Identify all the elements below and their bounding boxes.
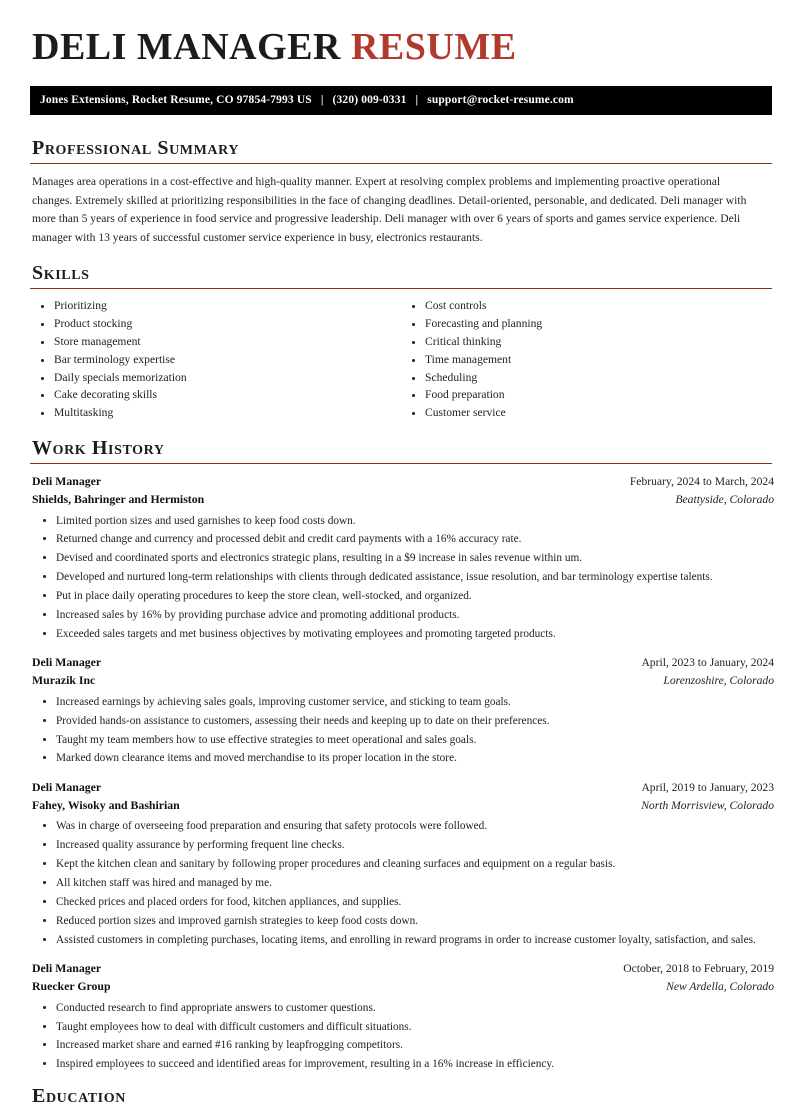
skill-item: • Scheduling xyxy=(425,370,772,385)
job-company: Shields, Bahringer and Hermiston xyxy=(32,491,205,506)
work-history-entry xyxy=(30,473,772,641)
job-bullet: • Limited portion sizes and used garnishes to keep food costs down. xyxy=(56,514,772,529)
skills-list-right xyxy=(401,298,772,421)
job-company-row xyxy=(32,797,774,815)
page-title-role: DELI MANAGER xyxy=(32,26,341,68)
job-company: Fahey, Wisoky and Bashirian xyxy=(32,797,180,812)
skill-item: • Multitasking xyxy=(54,405,401,420)
job-location: Lorenzoshire, Colorado xyxy=(663,674,774,688)
skill-item: • Product stocking xyxy=(54,316,401,331)
contact-separator-2: | xyxy=(415,94,419,107)
job-title: Deli Manager xyxy=(32,655,102,670)
job-bullet: • Increased market share and earned #16 ranking by leapfrogging competitors. xyxy=(56,1038,772,1053)
job-bullet: • Taught employees how to deal with difficult customers and difficult situations. xyxy=(56,1020,772,1035)
job-title-row xyxy=(32,654,774,672)
job-company-row xyxy=(32,978,774,996)
job-title: Deli Manager xyxy=(32,961,102,976)
job-bullet: • Reduced portion sizes and improved garnish strategies to keep food costs down. xyxy=(56,914,772,929)
job-bullet: • Marked down clearance items and moved merchandise to its proper location in the store. xyxy=(56,751,772,766)
skill-item: • Bar terminology expertise xyxy=(54,352,401,367)
section-professional-summary xyxy=(30,137,772,248)
skills-column-right xyxy=(401,298,772,423)
job-bullet: • Provided hands-on assistance to customers, assessing their needs and keeping up to date on their preferences. xyxy=(56,714,772,729)
contact-address: Jones Extensions, Rocket Resume, CO 97854-7993 US xyxy=(40,94,312,107)
section-rule-skills xyxy=(30,288,772,289)
job-title-row xyxy=(32,473,774,491)
skill-item: • Daily specials memorization xyxy=(54,370,401,385)
job-company-row xyxy=(32,672,774,690)
job-location: Beattyside, Colorado xyxy=(675,492,774,506)
skill-item: • Critical thinking xyxy=(425,334,772,349)
job-bullet: • Taught my team members how to use effective strategies to meet operational and sales goals. xyxy=(56,733,772,748)
job-company-row xyxy=(32,491,774,509)
job-title-row xyxy=(32,960,774,978)
skills-columns xyxy=(30,298,772,423)
summary-text: Manages area operations in a cost-effective and high-quality manner. Expert at resolving complex problems and implementing proactive operational changes. Extremely skilled at prioritizing responsibilities in the face of changing deadlines. Detail-oriented, personable, and dedicated. Deli manager with more than 5 years of experience in food service and progressive leadership. Deli manager with over 6 years of sports and games service experience. Deli manager with 13 years of successful customer service experience in busy, electronics restaurants. xyxy=(32,174,747,245)
job-dates: April, 2023 to January, 2024 xyxy=(641,656,774,670)
job-company: Ruecker Group xyxy=(32,978,111,993)
job-bullet: • Increased earnings by achieving sales goals, improving customer service, and sticking to team goals. xyxy=(56,695,772,710)
job-bullet-list xyxy=(30,695,772,766)
job-title-row xyxy=(32,779,774,797)
job-company: Murazik Inc xyxy=(32,673,96,688)
job-bullet: • Conducted research to find appropriate answers to customer questions. xyxy=(56,1001,772,1016)
work-history-entry xyxy=(30,960,772,1072)
job-dates: October, 2018 to February, 2019 xyxy=(623,962,774,976)
section-heading-work-history: Work History xyxy=(32,437,165,460)
job-bullet-list xyxy=(30,1001,772,1072)
job-bullet: • Put in place daily operating procedures to keep the store clean, well-stocked, and organized. xyxy=(56,589,772,604)
skill-item: • Prioritizing xyxy=(54,298,401,313)
job-bullet: • Assisted customers in completing purchases, locating items, and enrolling in reward programs in order to increase customer loyalty, satisfaction, and sales. xyxy=(56,933,772,948)
job-title: Deli Manager xyxy=(32,780,102,795)
job-dates: February, 2024 to March, 2024 xyxy=(629,475,774,489)
work-history-entry xyxy=(30,779,772,947)
work-history-entry xyxy=(30,654,772,766)
job-bullet-list xyxy=(30,819,772,947)
skill-item: • Cake decorating skills xyxy=(54,387,401,402)
job-bullet: • Exceeded sales targets and met business objectives by motivating employees and promoting targeted products. xyxy=(56,627,772,642)
job-bullet: • Devised and coordinated sports and electronics strategic plans, resulting in a $9 increase in sales revenue within um. xyxy=(56,551,772,566)
contact-separator-1: | xyxy=(320,94,324,107)
skills-column-left xyxy=(30,298,401,423)
page-title xyxy=(32,28,772,68)
contact-email[interactable]: support@rocket-resume.com xyxy=(427,94,574,107)
skill-item: • Time management xyxy=(425,352,772,367)
job-bullet: • Inspired employees to succeed and identified areas for improvement, resulting in a 16% increase in efficiency. xyxy=(56,1057,772,1072)
job-bullet: • Increased quality assurance by performing frequent line checks. xyxy=(56,838,772,853)
skill-item: • Cost controls xyxy=(425,298,772,313)
section-skills xyxy=(30,262,772,423)
job-location: North Morrisview, Colorado xyxy=(641,798,774,812)
skills-list-left xyxy=(30,298,401,421)
contact-bar xyxy=(30,86,772,115)
section-heading-summary: Professional Summary xyxy=(32,136,240,159)
contact-phone[interactable]: (320) 009-0331 xyxy=(332,94,407,107)
job-bullet: • Increased sales by 16% by providing purchase advice and promoting additional products. xyxy=(56,608,772,623)
skill-item: • Store management xyxy=(54,334,401,349)
page-title-accent: RESUME xyxy=(350,26,517,68)
skill-item: • Customer service xyxy=(425,405,772,420)
job-bullet: • All kitchen staff was hired and managed by me. xyxy=(56,876,772,891)
work-history-list xyxy=(30,473,772,1072)
job-bullet: • Was in charge of overseeing food preparation and ensuring that safety protocols were followed. xyxy=(56,819,772,834)
skill-item: • Food preparation xyxy=(425,387,772,402)
job-bullet: • Developed and nurtured long-term relationships with clients through dedicated assistance, issue resolution, and bar terminology expertise talents. xyxy=(56,570,772,585)
section-heading-skills: Skills xyxy=(32,262,90,285)
skill-item: • Forecasting and planning xyxy=(425,316,772,331)
job-bullet: • Kept the kitchen clean and sanitary by following proper procedures and cleaning surfaces and equipment on a regular basis. xyxy=(56,857,772,872)
section-rule-summary xyxy=(30,163,772,164)
job-location: New Ardella, Colorado xyxy=(666,979,774,993)
job-title: Deli Manager xyxy=(32,474,102,489)
job-bullet: • Checked prices and placed orders for food, kitchen appliances, and supplies. xyxy=(56,895,772,910)
section-heading-education: Education xyxy=(32,1084,126,1107)
job-dates: April, 2019 to January, 2023 xyxy=(641,781,774,795)
section-work-history xyxy=(30,437,772,1072)
section-rule-work-history xyxy=(30,463,772,464)
job-bullet-list xyxy=(30,514,772,642)
job-bullet: • Returned change and currency and processed debit and credit card payments with a 16% accuracy rate. xyxy=(56,532,772,547)
